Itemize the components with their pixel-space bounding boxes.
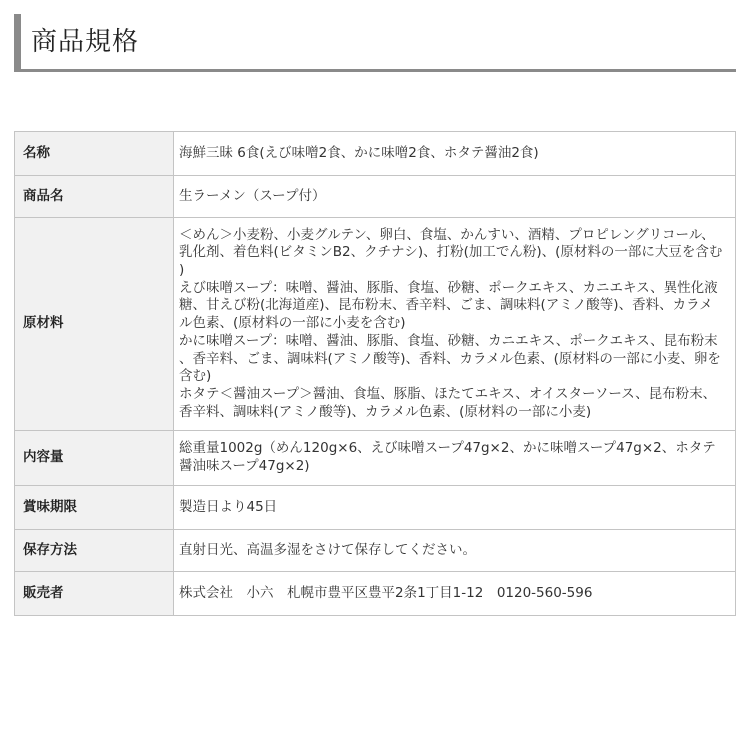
spec-label: 保存方法: [15, 530, 174, 572]
spec-value: 総重量1002g（めん120g×6、えび味噌スープ47g×2、かに味噌スープ47g×2、ホタテ醤油味スープ47g×2): [174, 431, 736, 486]
spec-row-contents: [15, 431, 736, 486]
ingredients-noodles: ＜めん＞小麦粉、小麦グルテン、卵白、食塩、かんすい、酒精、プロピレングリコール、乳化剤、着色料(ビタミンB2、クチナシ)、打粉(加工でん粉)、(原材料の一部に大豆を含む): [179, 226, 723, 279]
ingredients-scallop-shoyu-soup: ホタテ＜醤油スープ＞醤油、食塩、豚脂、ほたてエキス、オイスターソース、昆布粉末、香辛料、調味料(アミノ酸等)、カラメル色素、(原材料の一部に小麦): [179, 385, 717, 420]
section-title: 商品規格: [31, 27, 140, 57]
spec-label: 販売者: [15, 572, 174, 616]
spec-label: 商品名: [15, 176, 174, 218]
header-underline: [14, 69, 736, 72]
spec-value: 製造日より45日: [174, 486, 736, 530]
ingredients-crab-miso-soup: かに味噌スープ：味噌、醤油、豚脂、食塩、砂糖、カニエキス、ポークエキス、昆布粉末、香辛料、ごま、調味料(アミノ酸等)、香料、カラメル色素、(原材料の一部に小麦、卵を含む): [179, 332, 721, 385]
spec-row-product-name: [15, 176, 736, 218]
spec-value: 海鮮三昧 6食(えび味噌2食、かに味噌2食、ホタテ醤油2食): [174, 132, 736, 176]
ingredients-shrimp-miso-soup: えび味噌スープ：味噌、醤油、豚脂、食塩、砂糖、ポークエキス、カニエキス、異性化液糖、甘えび粉(北海道産)、昆布粉末、香辛料、ごま、調味料(アミノ酸等)、香料、カラメル色素、(原材料の一部に小麦を含む): [179, 279, 718, 332]
header-accent-bar: [14, 14, 21, 72]
spec-row-storage: [15, 530, 736, 572]
spec-value-ingredients: [174, 218, 736, 431]
spec-value: 直射日光、高温多湿をさけて保存してください。: [174, 530, 736, 572]
spec-label: 原材料: [15, 218, 174, 431]
spec-value: 株式会社 小六 札幌市豊平区豊平2条1丁目1-12 0120-560-596: [174, 572, 736, 616]
spec-label: 賞味期限: [15, 486, 174, 530]
spec-label: 名称: [15, 132, 174, 176]
spec-label: 内容量: [15, 431, 174, 486]
spec-row-name: [15, 132, 736, 176]
spec-row-best-before: [15, 486, 736, 530]
spec-row-ingredients: [15, 218, 736, 431]
spec-value: 生ラーメン（スープ付）: [174, 176, 736, 218]
section-header: [14, 14, 736, 72]
spec-row-seller: [15, 572, 736, 616]
product-spec-table: [14, 131, 736, 616]
